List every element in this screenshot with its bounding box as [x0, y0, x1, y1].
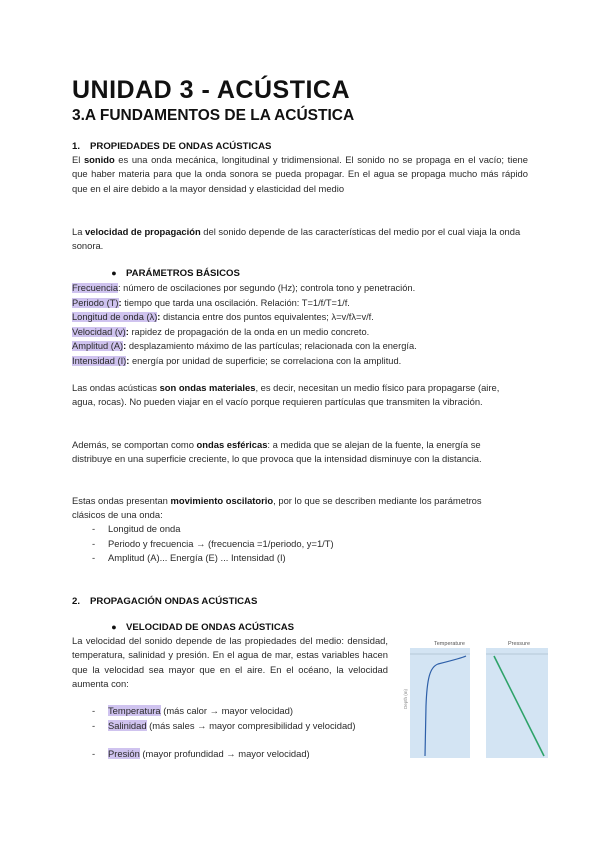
param-text: rapidez de propagación de la onda en un medio concreto. — [128, 326, 370, 337]
param-text: energía por unidad de superficie; se correlaciona con la amplitud. — [129, 355, 402, 366]
param-sep: : — [118, 297, 122, 308]
ocean-item — [92, 747, 368, 761]
section-1-number: 1. — [72, 141, 81, 152]
bullet-parametros — [102, 268, 240, 279]
bullet-velocidad-ondas — [102, 622, 294, 633]
param-row — [72, 310, 528, 325]
section-2-title: PROPAGACIÓN ONDAS ACÚSTICAS — [90, 596, 258, 607]
param-sep: : — [157, 312, 161, 322]
dash-marker: - — [92, 719, 96, 731]
item-term: Salinidad — [108, 719, 147, 731]
bullet-title: VELOCIDAD DE ONDAS ACÚSTICAS — [126, 622, 295, 633]
param-row — [72, 325, 528, 340]
item-text: (más calor → mayor velocidad) — [160, 705, 293, 716]
param-sep: : — [125, 326, 129, 337]
section-1-title: PROPIEDADES DE ONDAS ACÚSTICAS — [90, 141, 272, 152]
dash-marker: - — [92, 552, 96, 563]
text: del sonido depende de las características del medio por el cual viaja la onda sonora. — [72, 226, 521, 252]
bold-text: sonido — [83, 154, 115, 165]
param-term: Longitud de onda (λ) — [72, 312, 158, 322]
param-term: Frecuencia — [72, 283, 118, 293]
ocean-item — [92, 719, 368, 733]
param-text: tiempo que tarda una oscilación. Relación: T=1/f/T=1/f. — [121, 297, 350, 308]
param-term: Amplitud (A) — [72, 341, 124, 351]
paragraph-velocidad-sonido: La velocidad del sonido depende de las propiedades del medio: densidad, temperatura, salinidad y presión. En el agua de mar, estas variables hacen que la velocidad sea mayor que en el aire. En el océano, la velocidad aumenta con: — [72, 635, 388, 689]
text: , por lo que se describen mediante los parámetros clásicos de una onda: — [72, 495, 482, 521]
param-text: desplazamiento máximo de las partículas; relacionada con la energía. — [126, 341, 417, 351]
dash-item — [92, 537, 334, 551]
dash-marker: - — [92, 705, 96, 716]
paragraph-ondas-esfericas — [72, 438, 512, 467]
param-text: número de oscilaciones por segundo (Hz); controla tono y penetración. — [120, 283, 416, 293]
ocean-item — [92, 704, 368, 718]
section-1-heading — [72, 141, 271, 152]
text: Estas ondas presentan — [72, 495, 171, 506]
section-2-number: 2. — [72, 596, 81, 607]
item-term: Presión — [108, 748, 140, 759]
bold-text: ondas esféricas — [196, 439, 268, 450]
dash-item — [92, 522, 180, 536]
text: Las ondas acústicas — [72, 382, 160, 393]
dash-marker: - — [92, 537, 96, 549]
dash-text: Amplitud (A)... Energía (E) ... Intensidad (I) — [108, 552, 286, 563]
param-sep: : — [118, 283, 121, 293]
bold-text: velocidad de propagación — [85, 226, 201, 237]
dash-marker: - — [92, 523, 96, 534]
depth-axis-label: Depth (m) — [403, 688, 408, 709]
paragraph-velocidad — [72, 225, 528, 254]
param-row — [72, 281, 528, 296]
item-text: (más sales → mayor compresibilidad y velocidad) — [146, 719, 356, 731]
dash-item — [92, 551, 286, 565]
temperature-title: Temperature — [434, 641, 465, 647]
param-term: Intensidad (I) — [72, 355, 127, 366]
text: es una onda mecánica, longitudinal y tridimensional. El sonido no se propaga en el vacío; tiene que haber materia para que la onda sonora se pueda propagar. En el agua se propaga mucho más rápido que en el aire debido a la mayor densidad y elasticidad del medio — [72, 154, 528, 194]
param-sep: : — [126, 355, 130, 366]
text: , es decir, necesitan un medio físico para propagarse (aire, agua, rocas). No pueden viajar en el vacío porque requieren partículas que transmiten la vibración. — [72, 382, 500, 408]
bold-text: movimiento oscilatorio — [170, 495, 274, 506]
paragraph-sonido — [72, 153, 528, 196]
text: La — [72, 226, 86, 237]
item-term: Temperatura — [108, 705, 161, 716]
profile-figure-svg — [404, 636, 556, 762]
bullet-dot-icon: ● — [111, 622, 117, 632]
bold-text: son ondas materiales — [159, 382, 256, 393]
text: : a medida que se alejan de la fuente, la energía se distribuye en una superficie creciente, lo que provoca que la intensidad disminuye con la distancia. — [72, 439, 482, 465]
text: El — [72, 154, 84, 165]
param-term: Periodo (T) — [72, 297, 119, 308]
profile-figure — [404, 636, 556, 762]
bullet-dot-icon: ● — [111, 268, 117, 278]
dash-marker: - — [92, 748, 96, 759]
bullet-title: PARÁMETROS BÁSICOS — [126, 268, 240, 279]
temperature-panel — [410, 648, 470, 758]
section-2-heading — [72, 596, 257, 607]
param-sep: : — [123, 341, 127, 351]
param-row — [72, 354, 528, 369]
item-text: (mayor profundidad → mayor velocidad) — [139, 748, 310, 759]
page-subtitle: 3.A FUNDAMENTOS DE LA ACÚSTICA — [72, 107, 355, 124]
paragraph-ondas-materiales — [72, 381, 512, 410]
paragraph-movimiento — [72, 494, 512, 523]
page-title: UNIDAD 3 - ACÚSTICA — [72, 76, 351, 104]
param-text: distancia entre dos puntos equivalentes; λ=v/fλ=v/f. — [160, 312, 374, 322]
text: Además, se comportan como — [72, 439, 197, 450]
dash-text: Longitud de onda — [108, 523, 181, 534]
pressure-title: Pressure — [508, 641, 531, 647]
param-row — [72, 339, 528, 354]
param-row — [72, 296, 528, 311]
dash-text: Periodo y frecuencia → (frecuencia =1/periodo, y=1/T) — [108, 537, 334, 549]
param-term: Velocidad (v) — [72, 326, 126, 337]
